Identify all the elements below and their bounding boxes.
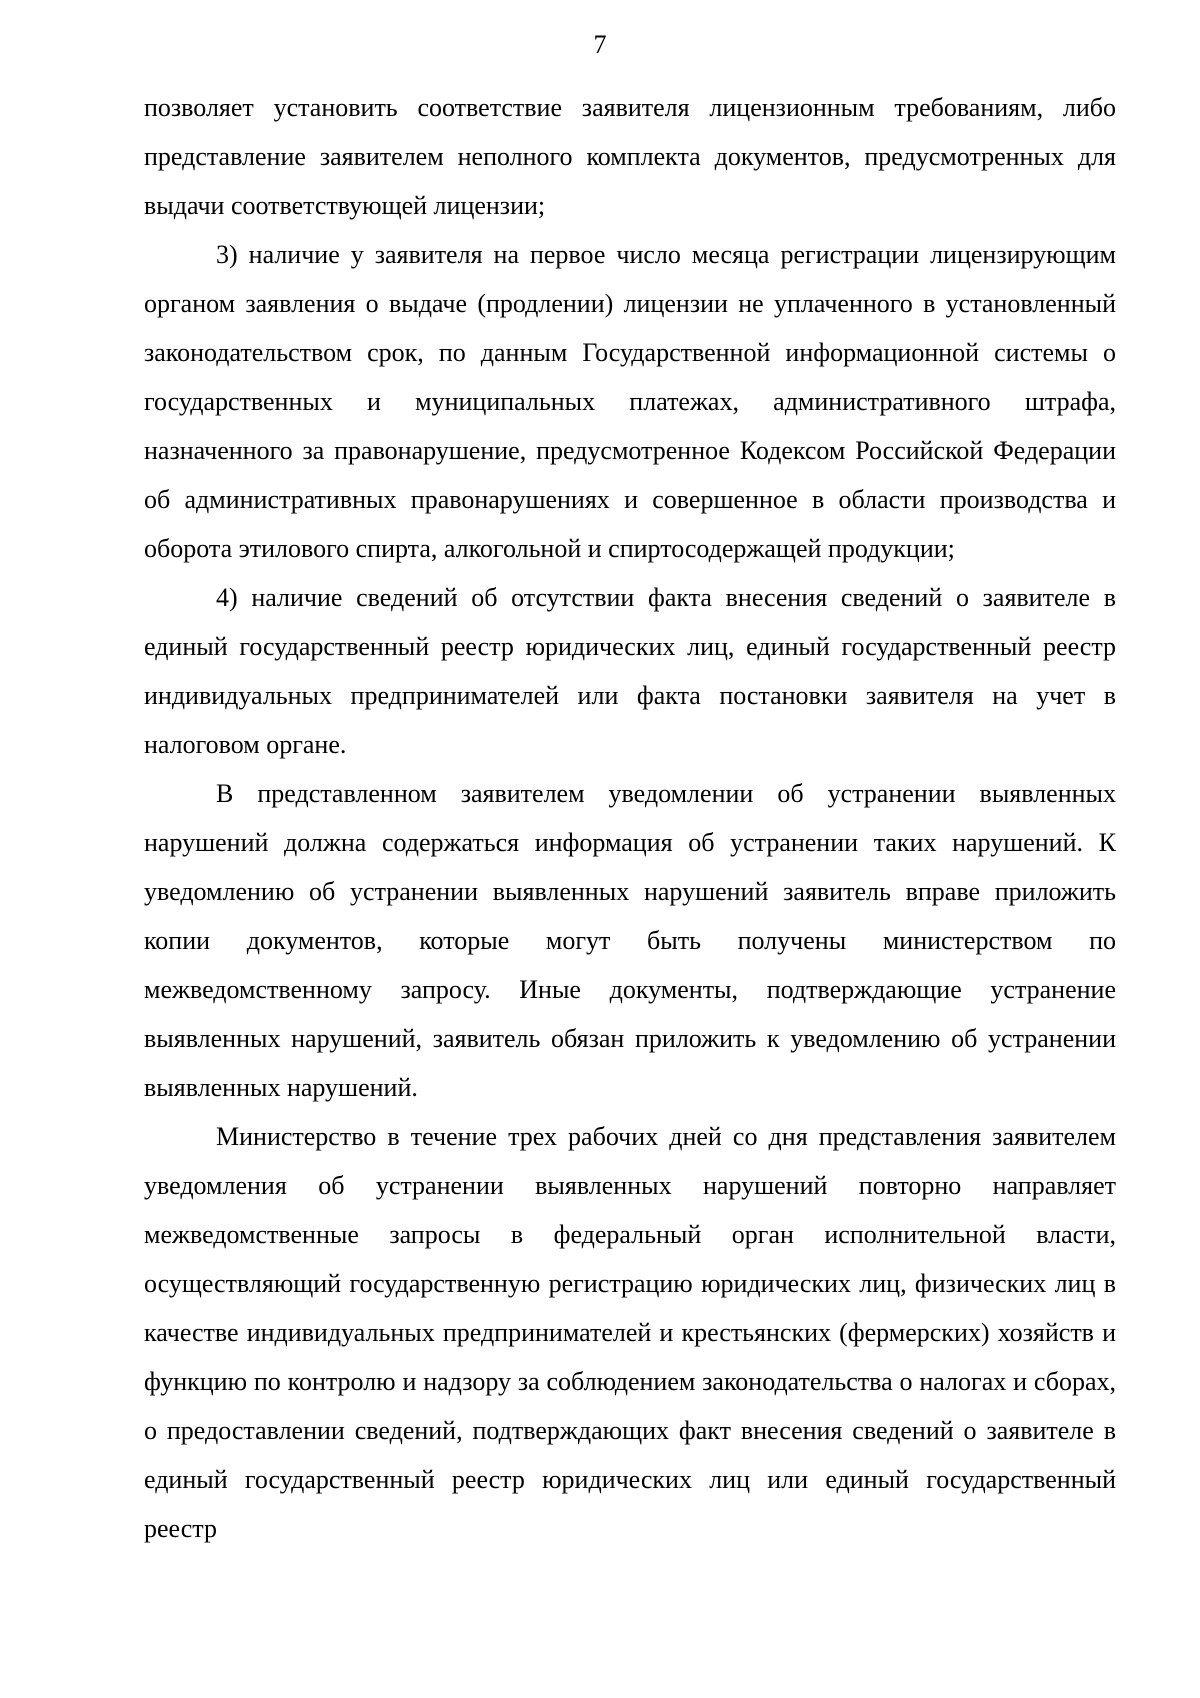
paragraph-item-3: 3) наличие у заявителя на первое число месяца регистрации лицензирующим органом заявления о выдаче (продлении) лицензии не уплаченного в установленный законодательством срок, по данным Государственной информационной системы о государственных и муниципальных платежах, административного штрафа, назначенного за правонарушение, предусмотренное Кодексом Российской Федерации об административных правонарушениях и совершенное в области производства и оборота этилового спирта, алкогольной и спиртосодержащей продукции; <box>144 240 1116 563</box>
paragraph-continuation: позволяет установить соответствие заявителя лицензионным требованиям, либо представление заявителем неполного комплекта документов, предусмотренных для выдачи соответствующей лицензии; <box>144 93 1116 220</box>
paragraph-notification: В представленном заявителем уведомлении об устранении выявленных нарушений должна содержаться информация об устранении таких нарушений. К уведомлению об устранении выявленных нарушений заявитель вправе приложить копии документов, которые могут быть получены министерством по межведомственному запросу. Иные документы, подтверждающие устранение выявленных нарушений, заявитель обязан приложить к уведомлению об устранении выявленных нарушений. <box>144 779 1116 1102</box>
paragraph-ministry: Министерство в течение трех рабочих дней со дня представления заявителем уведомления об устранении выявленных нарушений повторно направляет межведомственные запросы в федеральный орган исполнительной власти, осуществляющий государственную регистрацию юридических лиц, физических лиц в качестве индивидуальных предпринимателей и крестьянских (фермерских) хозяйств и функцию по контролю и надзору за соблюдением законодательства о налогах и сборах, о предоставлении сведений, подтверждающих факт внесения сведений о заявителе в единый государственный реестр юридических лиц или единый государственный реестр <box>144 1122 1116 1543</box>
page-number: 7 <box>593 30 607 59</box>
document-body <box>144 83 1116 1553</box>
paragraph-item-4: 4) наличие сведений об отсутствии факта внесения сведений о заявителе в единый государственный реестр юридических лиц, единый государственный реестр индивидуальных предпринимателей или факта постановки заявителя на учет в налоговом органе. <box>144 583 1116 759</box>
